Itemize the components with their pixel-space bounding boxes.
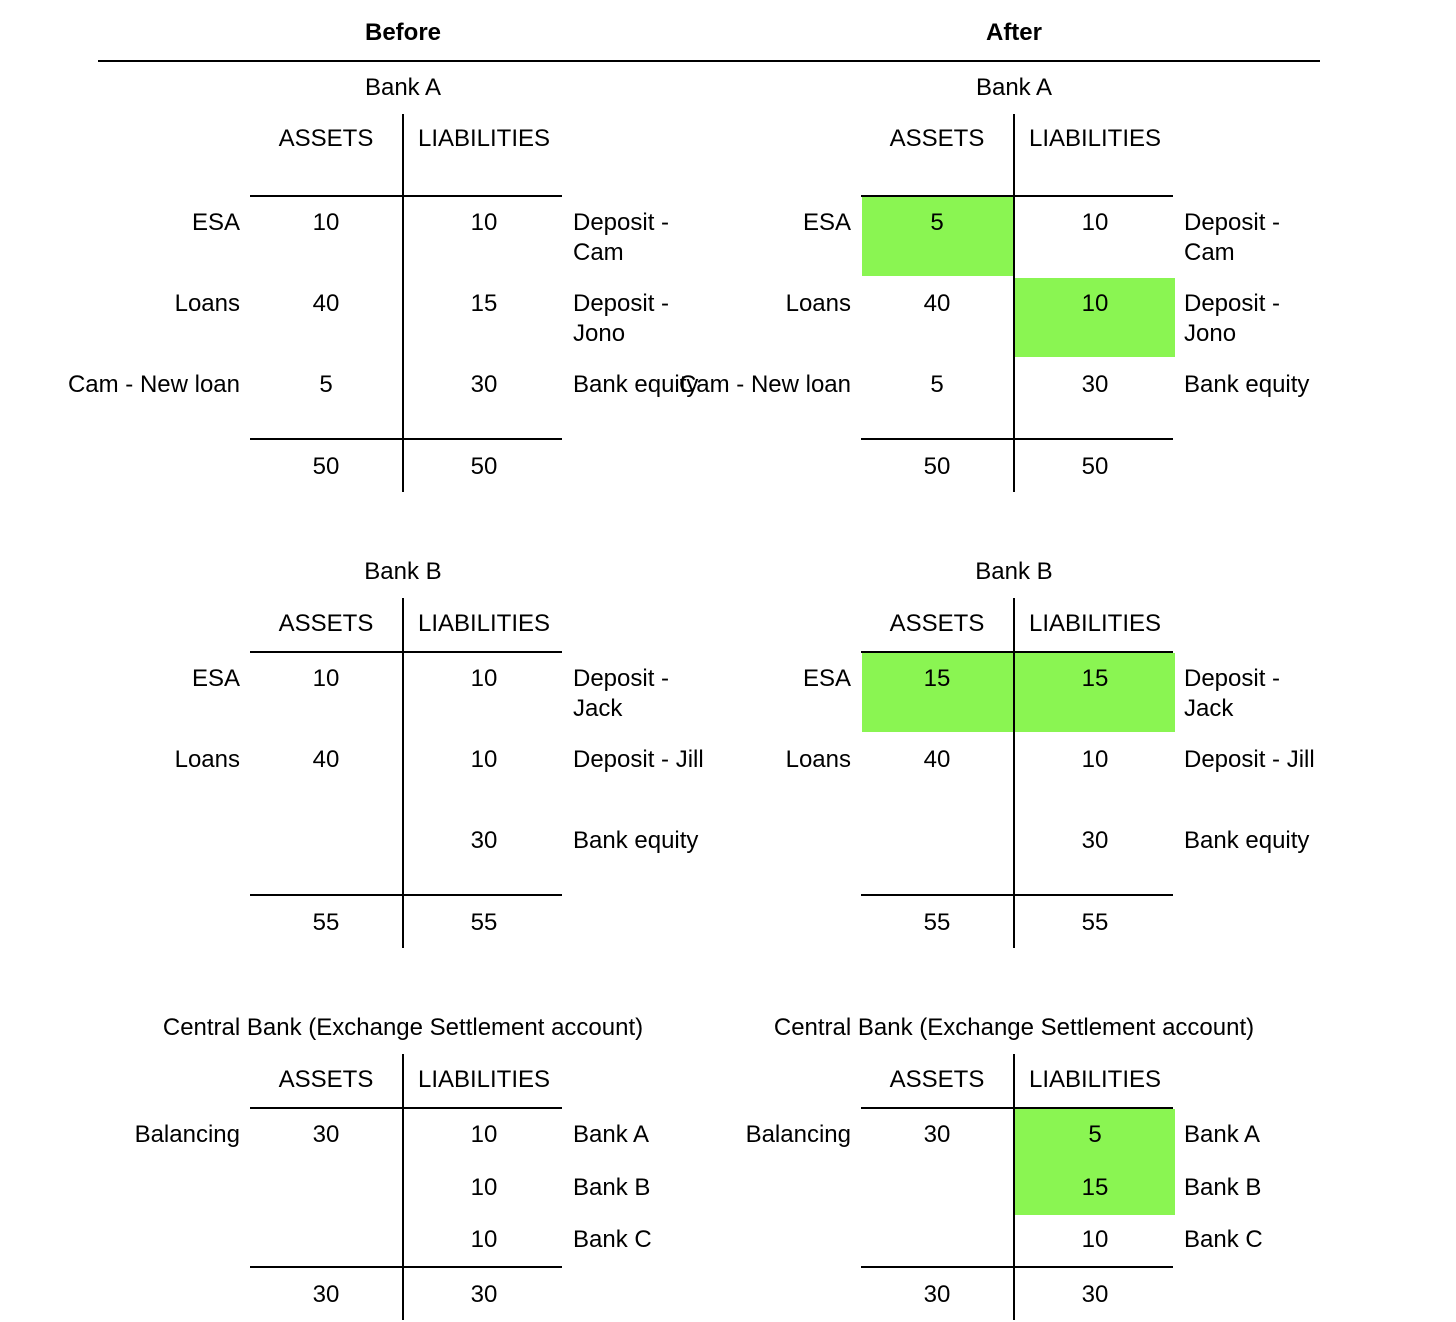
after-bank-a-liabilities-total: 50 [1081,453,1109,480]
after-bank-a-total-rule [861,438,1173,440]
before-central-bank-assets-header: ASSETS [278,1066,374,1093]
before-central-bank-asset-value: 30 [312,1121,340,1148]
before-central-bank-row-label-right: Bank C [573,1226,652,1253]
before-central-bank-total-rule [250,1266,562,1268]
after-bank-b-title: Bank B [975,558,1053,585]
before-central-bank-liabilities-total: 30 [470,1281,498,1308]
after-central-bank-assets-header: ASSETS [889,1066,985,1093]
before-bank-a-row-label-left: Cam - New loan [67,371,240,398]
after-bank-a-row-label-right: Deposit - Jono [1184,290,1281,347]
before-bank-b-row-label-right: Deposit - Jack [573,665,670,722]
after-central-bank-row-label-right: Bank B [1184,1174,1262,1201]
after-central-bank-liabilities-header: LIABILITIES [1028,1066,1162,1093]
before-bank-b-liabilities-total: 55 [470,909,498,936]
before-central-bank-row-label-right: Bank A [573,1121,650,1148]
after-central-bank-row-label-right: Bank C [1184,1226,1263,1253]
before-heading: Before [364,19,442,46]
before-central-bank-row-label-right: Bank B [573,1174,651,1201]
after-bank-b-asset-value: 15 [923,665,951,692]
after-bank-a-asset-value: 5 [930,371,944,398]
after-central-bank-row-label-left: Balancing [745,1121,851,1148]
before-bank-a-title: Bank A [364,74,442,101]
before-bank-a-liability-value: 10 [470,209,498,236]
before-bank-a-liability-value: 15 [470,290,498,317]
after-bank-a-row-label-right: Deposit - Cam [1184,209,1281,266]
after-bank-a-row-label-left: Cam - New loan [678,371,851,398]
after-bank-b-row-label-right: Deposit - Jill [1184,746,1315,773]
before-bank-b-assets-total: 55 [312,909,340,936]
after-bank-b-row-label-left: Loans [785,746,851,773]
before-bank-a-assets-total: 50 [312,453,340,480]
before-bank-b-assets-header: ASSETS [278,610,374,637]
before-bank-b-asset-value: 40 [312,746,340,773]
before-bank-b-liabilities-header: LIABILITIES [417,610,551,637]
before-bank-a-row-label-left: Loans [174,290,240,317]
after-bank-b-liability-value: 15 [1081,665,1109,692]
before-central-bank-liability-value: 10 [470,1121,498,1148]
before-central-bank-assets-total: 30 [312,1281,340,1308]
before-central-bank-liabilities-header: LIABILITIES [417,1066,551,1093]
after-bank-b-row-label-right: Deposit - Jack [1184,665,1281,722]
before-bank-a-liability-value: 30 [470,371,498,398]
after-bank-b-liability-value: 10 [1081,746,1109,773]
after-bank-a-assets-total: 50 [923,453,951,480]
before-bank-b-total-rule [250,894,562,896]
before-bank-b-liability-value: 10 [470,665,498,692]
after-central-bank-total-rule [861,1266,1173,1268]
after-bank-b-assets-total: 55 [923,909,951,936]
before-bank-b-liability-value: 30 [470,827,498,854]
before-bank-b-asset-value: 10 [312,665,340,692]
before-bank-b-row-label-right: Deposit - Jill [573,746,704,773]
after-central-bank-liability-value: 15 [1081,1174,1109,1201]
before-bank-a-asset-value: 10 [312,209,340,236]
after-heading: After [985,19,1042,46]
before-bank-a-row-label-left: ESA [191,209,240,236]
after-central-bank-liability-value: 10 [1081,1226,1109,1253]
after-bank-b-row-label-left: ESA [802,665,851,692]
after-bank-b-total-rule [861,894,1173,896]
before-bank-b-title: Bank B [364,558,442,585]
before-bank-a-row-label-right: Bank equity [573,371,699,398]
after-bank-a-liability-value: 30 [1081,371,1109,398]
before-central-bank-liability-value: 10 [470,1226,498,1253]
before-central-bank-center-divider [402,1054,404,1320]
before-bank-a-liabilities-header: LIABILITIES [417,125,551,152]
after-central-bank-assets-total: 30 [923,1281,951,1308]
after-bank-a-liability-value: 10 [1081,290,1109,317]
before-bank-b-row-label-left: ESA [191,665,240,692]
after-bank-a-asset-value: 40 [923,290,951,317]
after-bank-a-assets-header: ASSETS [889,125,985,152]
after-bank-a-liability-value: 10 [1081,209,1109,236]
after-bank-a-row-label-left: Loans [785,290,851,317]
after-central-bank-title: Central Bank (Exchange Settlement account) [773,1014,1255,1041]
before-bank-a-center-divider [402,114,404,492]
after-bank-b-row-label-right: Bank equity [1184,827,1310,854]
before-bank-a-asset-value: 5 [319,371,333,398]
before-bank-a-asset-value: 40 [312,290,340,317]
after-central-bank-liability-value: 5 [1088,1121,1102,1148]
after-central-bank-row-label-right: Bank A [1184,1121,1261,1148]
header-divider [98,60,1320,62]
before-central-bank-liability-value: 10 [470,1174,498,1201]
after-bank-b-asset-value: 40 [923,746,951,773]
before-bank-a-liabilities-total: 50 [470,453,498,480]
after-central-bank-liabilities-total: 30 [1081,1281,1109,1308]
after-bank-b-liabilities-header: LIABILITIES [1028,610,1162,637]
after-bank-b-liability-value: 30 [1081,827,1109,854]
before-bank-a-total-rule [250,438,562,440]
before-bank-b-row-label-left: Loans [174,746,240,773]
before-bank-a-row-label-right: Deposit - Cam [573,209,670,266]
after-central-bank-asset-value: 30 [923,1121,951,1148]
before-central-bank-title: Central Bank (Exchange Settlement account) [162,1014,644,1041]
before-central-bank-row-label-left: Balancing [134,1121,240,1148]
after-bank-a-liabilities-header: LIABILITIES [1028,125,1162,152]
before-bank-a-header-rule [250,195,562,197]
before-bank-a-assets-header: ASSETS [278,125,374,152]
after-bank-a-row-label-right: Bank equity [1184,371,1310,398]
before-bank-b-header-rule [250,651,562,653]
after-bank-b-liabilities-total: 55 [1081,909,1109,936]
before-central-bank-header-rule [250,1107,562,1109]
after-bank-a-row-label-left: ESA [802,209,851,236]
after-bank-a-title: Bank A [975,74,1053,101]
before-bank-b-row-label-right: Bank equity [573,827,699,854]
before-bank-b-liability-value: 10 [470,746,498,773]
before-bank-a-row-label-right: Deposit - Jono [573,290,670,347]
after-bank-b-assets-header: ASSETS [889,610,985,637]
after-bank-a-asset-value: 5 [930,209,944,236]
